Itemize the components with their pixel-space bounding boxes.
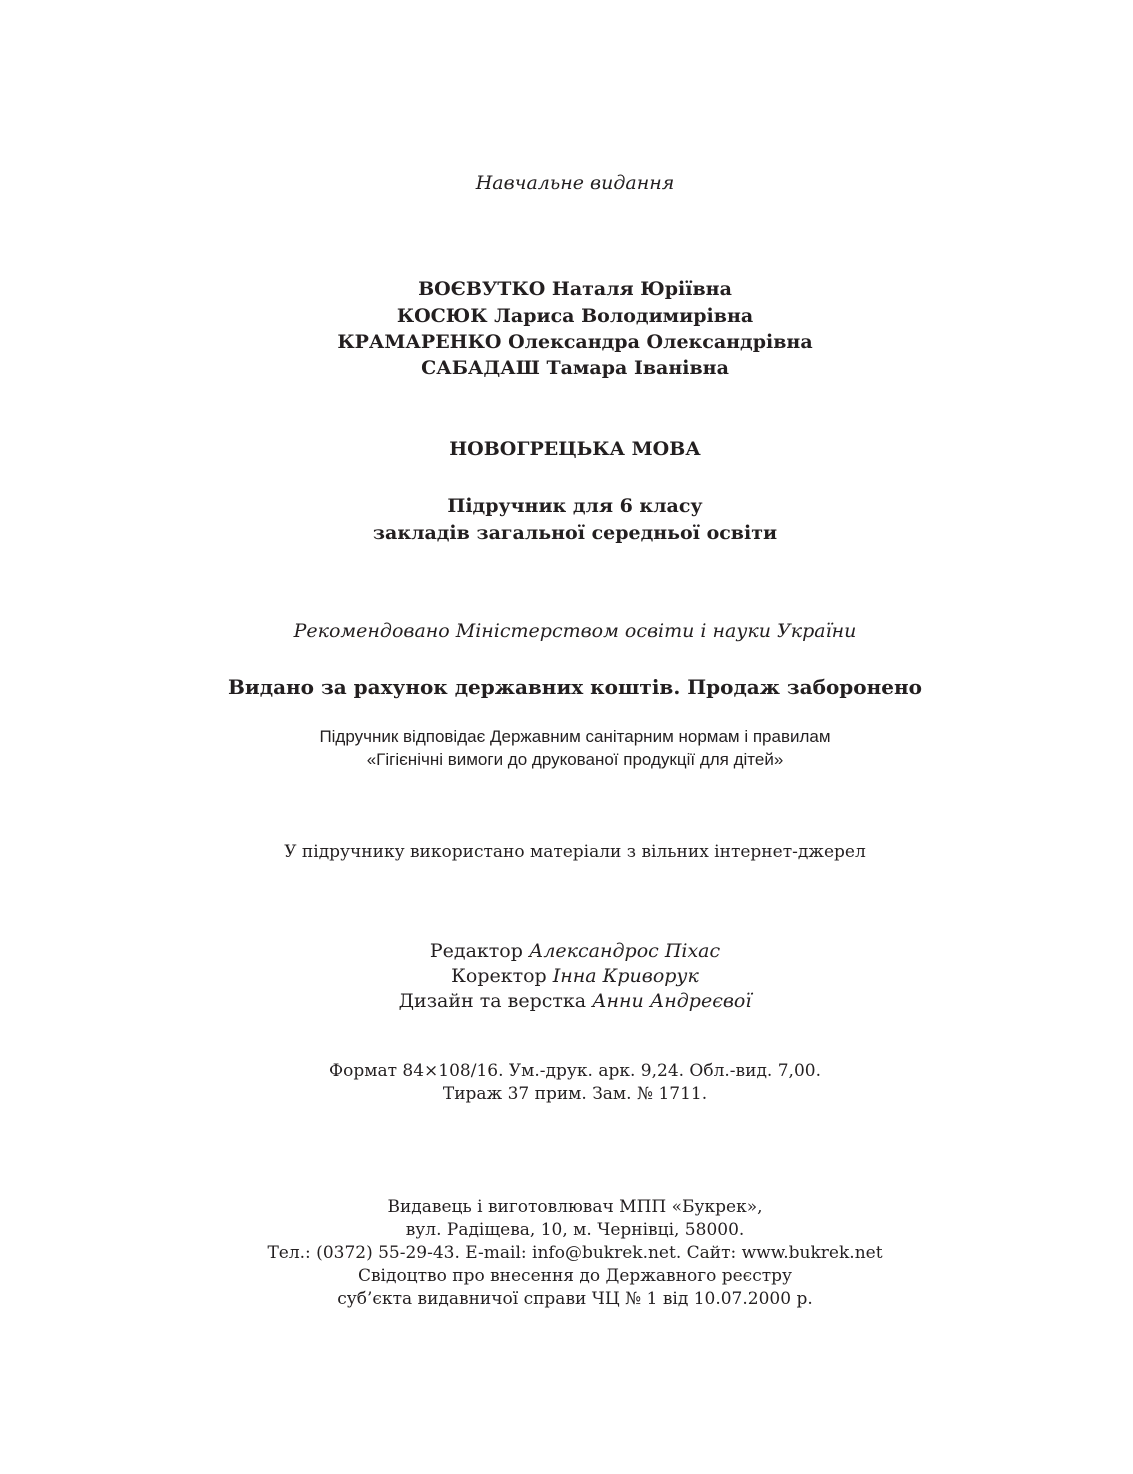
funding-notice: Видано за рахунок державних коштів. Продаж заборонено: [228, 675, 922, 699]
subtitle-line: Підручник для 6 класу: [447, 495, 703, 517]
credit-person: Анни Андреєвої: [592, 990, 752, 1012]
publisher-line: Видавець і виготовлювач МПП «Букрек»,: [387, 1197, 763, 1217]
print-spec-line: Формат 84×108/16. Ум.-друк. арк. 9,24. Обл.-вид. 7,00.: [329, 1061, 821, 1081]
publisher-contacts: Тел.: (0372) 55-29-43. E-mail: info@bukrek.net. Сайт: www.bukrek.net: [267, 1243, 883, 1263]
credit-person: Александрос Піхас: [528, 940, 721, 962]
book-title: НОВОГРЕЦЬКА МОВА: [449, 438, 701, 460]
publisher-registry: Свідоцтво про внесення до Державного реєстру: [357, 1266, 793, 1286]
publisher-address: вул. Радіщева, 10, м. Чернівці, 58000.: [405, 1220, 745, 1240]
credit-person: Інна Криворук: [552, 965, 699, 987]
author-name: КРАМАРЕНКО Олександра Олександрівна: [337, 331, 813, 353]
author-name: КОСЮК Лариса Володимирівна: [396, 305, 754, 327]
credit-design: [0, 990, 1133, 1012]
publisher-registry-number: суб’єкта видавничої справи ЧЦ № 1 від 10.07.2000 р.: [337, 1289, 813, 1309]
sanitary-notice-line: «Гігієнічні вимоги до друкованої продукції для дітей»: [366, 750, 784, 769]
credit-proofreader: [0, 965, 1133, 987]
ministry-recommendation: Рекомендовано Міністерством освіти і науки України: [293, 620, 857, 642]
subtitle-line: закладів загальної середньої освіти: [372, 522, 778, 544]
credit-role: Коректор: [451, 965, 547, 987]
author-name: ВОЄВУТКО Наталя Юріївна: [418, 278, 732, 300]
sanitary-notice-line: Підручник відповідає Державним санітарним нормам і правилам: [319, 727, 831, 746]
credit-role: Дизайн та верстка: [398, 990, 587, 1012]
sources-notice: У підручнику використано матеріали з вільних інтернет-джерел: [284, 842, 866, 862]
credit-role: Редактор: [429, 940, 523, 962]
print-spec-line: Тираж 37 прим. Зам. № 1711.: [442, 1084, 708, 1104]
credit-editor: [0, 940, 1133, 962]
edition-type: Навчальне видання: [475, 172, 675, 194]
author-name: САБАДАШ Тамара Іванівна: [421, 357, 729, 379]
